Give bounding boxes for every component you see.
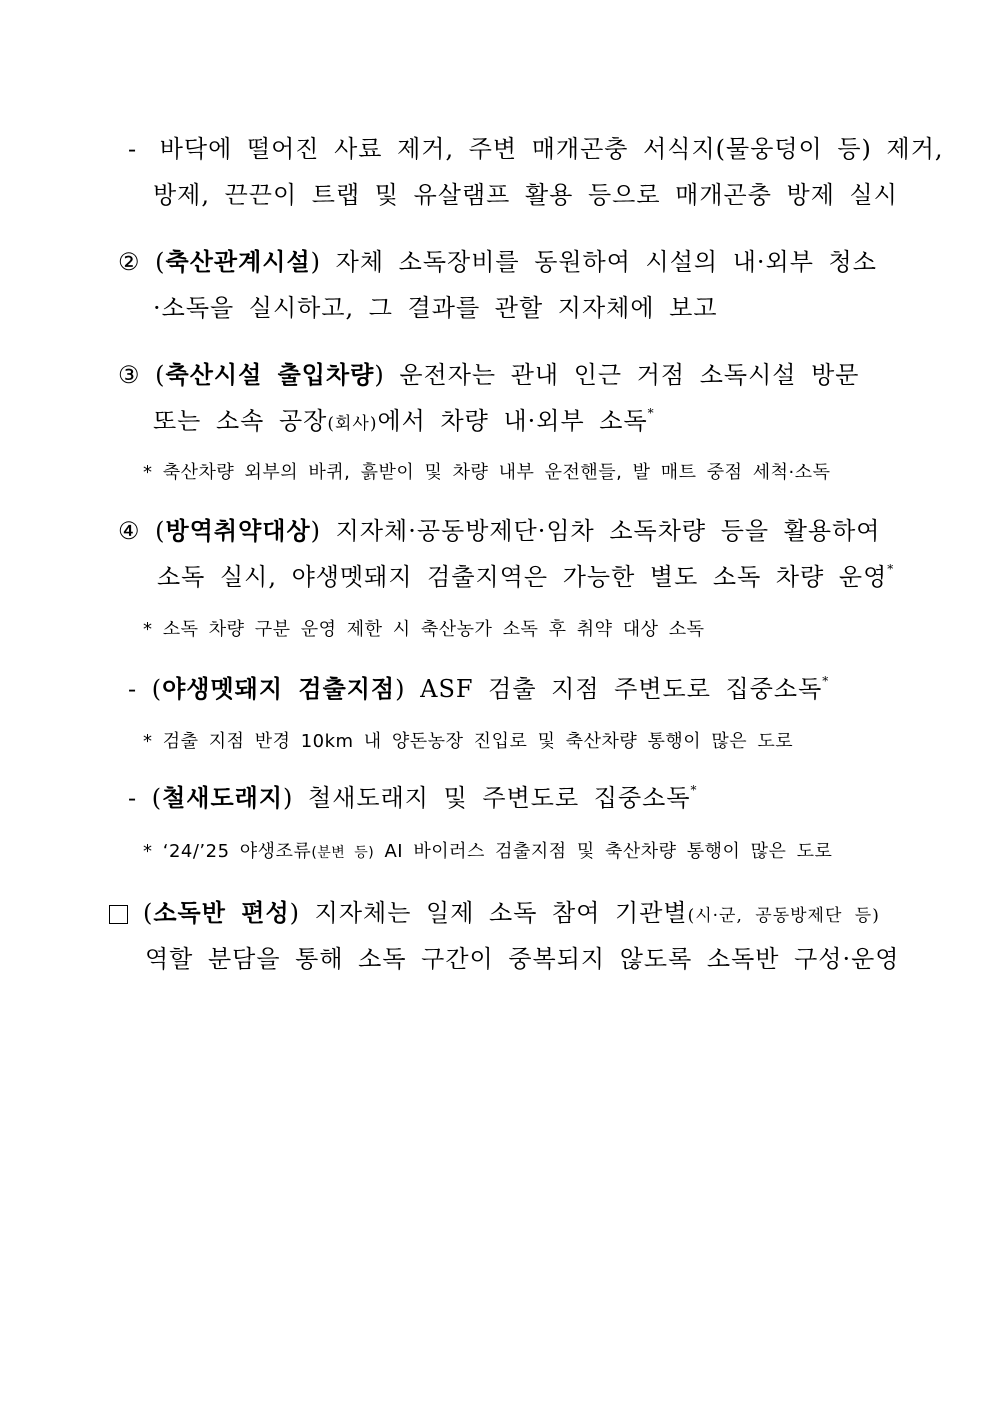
footnote-marker: * [690,783,698,797]
footnote-marker: * [887,562,895,576]
checkbox-square-icon [109,905,128,924]
team-item-line-1: (소독반 편성) 지자체는 일제 소독 참여 기관별(시·군, 공동방제단 등) [143,899,880,927]
team-item-line-2: 역할 분담을 통해 소독 구간이 중복되지 않도록 소독반 구성·운영 [145,945,900,973]
item-3-note: * 축산차량 외부의 바퀴, 흙받이 및 차량 내부 운전핸들, 발 매트 중점 세척·소독 [143,462,831,483]
team-item-text: 지자체는 일제 소독 참여 기관별 [300,899,688,927]
item-2-title: 축산관계시설 [165,248,311,276]
bird-item-line: - (철새도래지) 철새도래지 및 주변도로 집중소독* [128,783,698,812]
item-3-text: 운전자는 관내 인근 거점 소독시설 방문 [384,361,860,389]
dash-marker: - [128,135,138,163]
item-4-line-2: 소독 실시, 야생멧돼지 검출지역은 가능한 별도 소독 차량 운영* [157,562,895,591]
footnote-marker: * [647,406,655,420]
item-4-title: 방역취약대상 [165,517,311,545]
footnote-marker: * [822,674,830,688]
item-4-note: * 소독 차량 구분 운영 제한 시 축산농가 소독 후 취약 대상 소독 [143,619,705,640]
item-2-marker: ② [118,248,141,276]
dash-item-line-2: 방제, 끈끈이 트랩 및 유살램프 활용 등으로 매개곤충 방제 실시 [153,181,898,209]
item-2-line-1: ② (축산관계시설) 자체 소독장비를 동원하여 시설의 내·외부 청소 [118,248,877,276]
boar-item-line: - (야생멧돼지 검출지점) ASF 검출 지점 주변도로 집중소독* [128,674,830,703]
item-3-title: 축산시설 출입차량 [165,361,375,389]
dash-item-text: 바닥에 떨어진 사료 제거, 주변 매개곤충 서식지(물웅덩이 등) 제거, [159,135,944,163]
dash-item-line-1 [128,137,944,161]
boar-item-title: 야생멧돼지 검출지점 [162,675,396,703]
item-2-text: 자체 소독장비를 동원하여 시설의 내·외부 청소 [321,248,877,276]
item-3-marker: ③ [118,361,141,389]
boar-item-text: ASF 검출 지점 주변도로 집중소독 [405,675,823,703]
item-4-marker: ④ [118,517,141,545]
boar-item-note: * 검출 지점 반경 10km 내 양돈농장 진입로 및 축산차량 통행이 많은 도로 [143,731,794,752]
bird-item-note: * ‘24/’25 야생조류(분변 등) AI 바이러스 검출지점 및 축산차량 통행이 많은 도로 [143,841,833,862]
item-3-line-1: ③ (축산시설 출입차량) 운전자는 관내 인근 거점 소독시설 방문 [118,361,860,389]
bird-item-title: 철새도래지 [162,784,284,812]
item-2-line-2: ·소독을 실시하고, 그 결과를 관할 지자체에 보고 [153,294,718,322]
item-3-line-2: 또는 소속 공장(회사)에서 차량 내·외부 소독* [153,406,655,435]
item-4-line-1: ④ (방역취약대상) 지자체·공동방제단·임차 소독차량 등을 활용하여 [118,517,881,545]
item-4-text: 지자체·공동방제단·임차 소독차량 등을 활용하여 [321,517,881,545]
bird-item-text: 철새도래지 및 주변도로 집중소독 [293,784,691,812]
team-item-title: 소독반 편성 [153,899,290,927]
